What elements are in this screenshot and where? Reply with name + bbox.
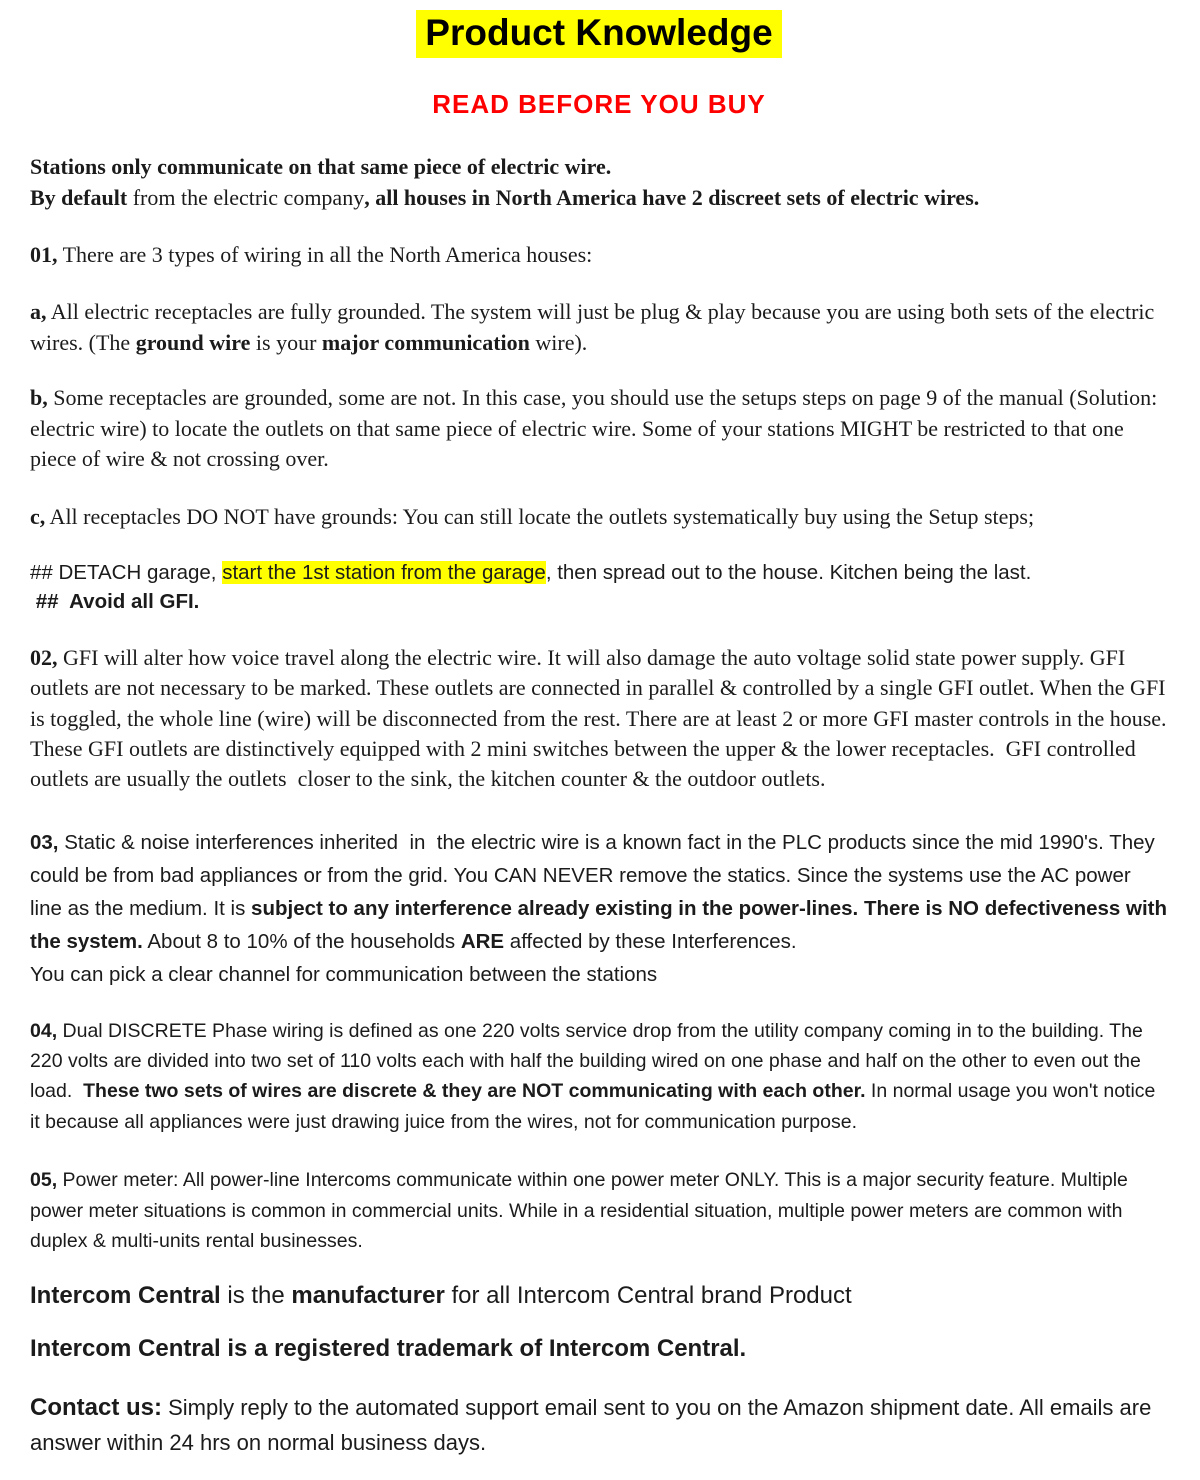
text-run: start the 1st station from the garage [222, 560, 546, 584]
intro-paragraph [30, 152, 1168, 213]
text-run: By default [30, 184, 128, 210]
section-01b-paragraph [30, 383, 1168, 474]
text-run: About 8 to 10% of the households [142, 930, 461, 954]
section-03-paragraph [30, 826, 1173, 992]
text-run: c, [30, 504, 46, 530]
section-04-paragraph [30, 1016, 1168, 1138]
trademark-statement [30, 1333, 1168, 1364]
text-run: from the electric company [127, 184, 365, 210]
text-run: a, [30, 299, 47, 325]
text-run: b, [30, 385, 48, 411]
text-run: Dual DISCRETE Phase wiring is defined as one 220 volts service drop from the utility company coming in to the building. The 220 volts are divided into two set of 110 volts each with half the building wired on one phase and half on the other to even out the load. [30, 1019, 1149, 1103]
text-run: There are 3 types of wiring in all the North America houses: [57, 242, 593, 268]
section-01a-paragraph [30, 297, 1168, 358]
text-run: All electric receptacles are fully grounded. The system will just be plug & play because you are using both sets of the electric wires. (The [30, 299, 1160, 355]
text-run: for all Intercom Central brand Product [444, 1281, 852, 1309]
subtitle-bar [30, 89, 1168, 120]
text-run: subject to any interference already existing in the power-lines. There is NO defectiveness with the system. [30, 897, 1173, 954]
text-run: Power meter: All power-line Intercoms communicate within one power meter ONLY. This is a major security feature. Multiple power meter situations is common in commercial units. While in a residential situation, multiple power meters are common with duplex & multi-units rental businesses. [30, 1169, 1134, 1253]
text-run: affected by these Interferences. [504, 930, 797, 954]
text-run: ## DETACH garage, [30, 560, 223, 584]
manufacturer-statement [30, 1280, 1168, 1311]
text-run: Simply reply to the automated support email sent to you on the Amazon shipment date. All emails are answer within 24 hrs on normal business days. [30, 1394, 1158, 1456]
text-run: 02, [30, 644, 58, 670]
text-run: is the [220, 1281, 292, 1309]
text-run: , all houses in North America have 2 discreet sets of electric wires. [364, 184, 980, 210]
text-run: GFI will alter how voice travel along the electric wire. It will also damage the auto voltage solid state power supply. GFI outlets are not necessary to be marked. These outlets are connected in parallel & controlled by a single GFI outlet. When the GFI is toggled, the whole line (wire) will be disconnected from the rest. There are at least 2 or more GFI master controls in the house. These GFI outlets are distinctively equipped with 2 mini switches between the upper & the lower receptacles. GFI controlled outlets are usually the outlets closer to the sink, the kitchen counter & the outdoor outlets. [30, 644, 1172, 792]
text-run: Some receptacles are grounded, some are not. In this case, you should use the setups steps on page 9 of the manual (Solution: electric wire) to locate the outlets on that same piece of electric wire. Some of your stations MIGHT be restricted to that one piece of wire & not crossing over. [30, 385, 1163, 471]
text-run: You can pick a clear channel for communication between the stations [30, 963, 658, 987]
text-run: 01, [30, 242, 58, 268]
text-run: ## Avoid all GFI. [30, 589, 200, 613]
text-run: Stations only communicate on that same piece of electric wire. [30, 154, 612, 180]
text-run: In normal usage you won't notice it because all appliances were just drawing juice from the wires, not for communication purpose. [30, 1080, 1161, 1133]
text-run: 03, [30, 830, 59, 854]
text-run: , then spread out to the house. Kitchen being the last. [545, 560, 1032, 584]
text-run: Intercom Central is a registered trademark of Intercom Central. [30, 1334, 747, 1362]
section-01-heading [30, 240, 1168, 270]
text-run: is your [250, 329, 322, 355]
section-05-paragraph [30, 1165, 1168, 1256]
text-run: wire). [529, 329, 588, 355]
section-02-paragraph [30, 643, 1172, 795]
section-01c-paragraph [30, 502, 1168, 532]
text-run: 04, [30, 1019, 58, 1042]
text-run: Static & noise interferences inherited in the electric wire is a known fact in the PLC products since the mid 1990's. They could be from bad appliances or from the grid. You CAN NEVER remove the statics. Since the systems use the AC power line as the medium. It is [30, 830, 1161, 921]
text-run: All receptacles DO NOT have grounds: You can still locate the outlets systematically buy using the Setup steps; [45, 504, 1035, 530]
title-bar [30, 10, 1168, 58]
contact-us-paragraph [30, 1389, 1168, 1460]
text-run: Contact us: [30, 1393, 162, 1421]
text-run: These two sets of wires are discrete & they are NOT communicating with each other. [83, 1080, 866, 1103]
text-run: major communication [321, 329, 530, 355]
text-run: manufacturer [291, 1281, 445, 1309]
text-run: ARE [460, 930, 505, 954]
detach-garage-note [30, 558, 1168, 616]
text-run: ground wire [135, 329, 251, 355]
read-before-you-buy-warning: READ BEFORE YOU BUY [432, 89, 766, 120]
page-title: Product Knowledge [416, 10, 781, 58]
text-run: Intercom Central [30, 1281, 221, 1309]
text-run: 05, [30, 1169, 58, 1192]
